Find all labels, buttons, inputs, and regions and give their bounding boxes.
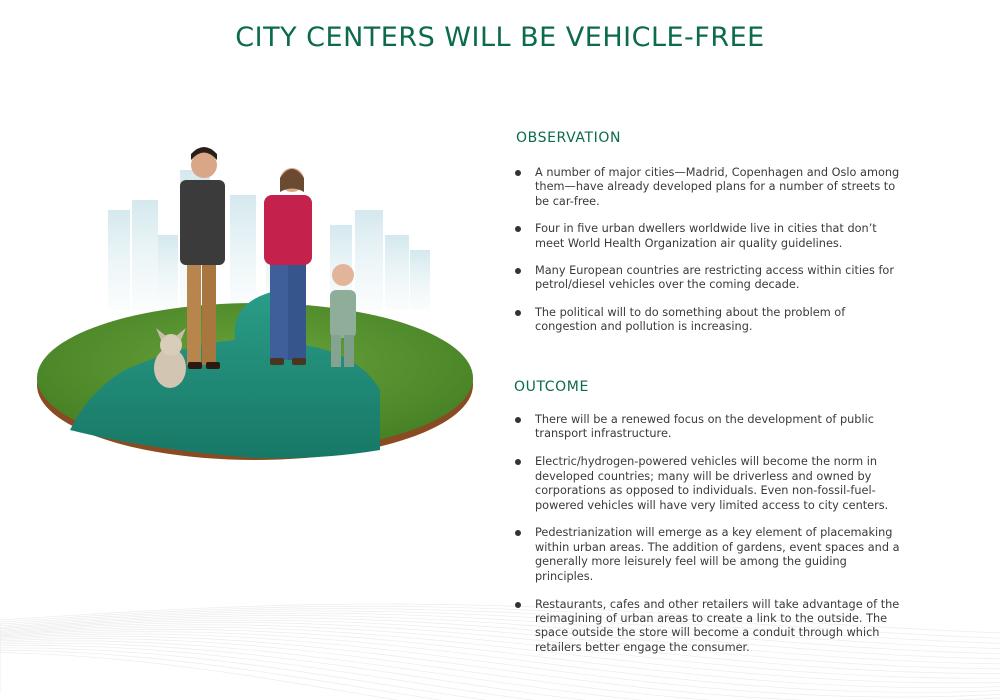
- page-title: CITY CENTERS WILL BE VEHICLE-FREE: [235, 22, 765, 53]
- list-item-text: Pedestrianization will emerge as a key element of placemaking within urban areas. The addition of gardens, event spaces and a generally more leisurely feel will be among the guiding principles.: [535, 526, 900, 583]
- bullet-dot-icon: [515, 459, 521, 465]
- list-item-text: The political will to do something about the problem of congestion and pollution is increasing.: [535, 305, 846, 334]
- list-item: [514, 166, 904, 209]
- outcome-heading: OUTCOME: [514, 379, 589, 395]
- list-item-text: A number of major cities—Madrid, Copenhagen and Oslo among them—have already developed plans for a number of streets to be car-free.: [535, 166, 900, 208]
- list-item: [514, 222, 904, 251]
- observation-heading: OBSERVATION: [516, 130, 622, 146]
- list-item-text: Restaurants, cafes and other retailers will take advantage of the reimagining of urban areas to create a link to the outside. The space outside the store will become a conduit through which retailers better engage the consumer.: [535, 597, 900, 654]
- list-item-text: There will be a renewed focus on the development of public transport infrastructure.: [535, 413, 874, 441]
- bullet-dot-icon: [515, 530, 521, 536]
- list-item-text: Four in five urban dwellers worldwide live in cities that don’t meet World Health Organization air quality guidelines.: [535, 222, 877, 250]
- bullet-dot-icon: [515, 226, 521, 232]
- list-item: [514, 598, 904, 656]
- city-park-family-illustration: [30, 140, 480, 470]
- woman-figure: [264, 168, 312, 365]
- bullet-dot-icon: [515, 417, 521, 423]
- bullet-dot-icon: [515, 170, 521, 176]
- list-item: [514, 413, 904, 442]
- list-item: [514, 264, 904, 293]
- outcome-list: [514, 413, 904, 669]
- list-item-text: Electric/hydrogen-powered vehicles will become the norm in developed countries; many will be driverless and owned by corporations as opposed to individuals. Even non-fossil-fuel-powered vehicles will have very limited access to city centers.: [535, 455, 889, 512]
- bullet-dot-icon: [515, 602, 521, 608]
- list-item-text: Many European countries are restricting access within cities for petrol/diesel vehicles over the coming decade.: [535, 264, 894, 292]
- list-item: [514, 526, 904, 584]
- bullet-dot-icon: [515, 310, 521, 316]
- bullet-dot-icon: [515, 268, 521, 274]
- list-item: [514, 306, 904, 335]
- observation-list: [514, 166, 904, 348]
- list-item: [514, 455, 904, 513]
